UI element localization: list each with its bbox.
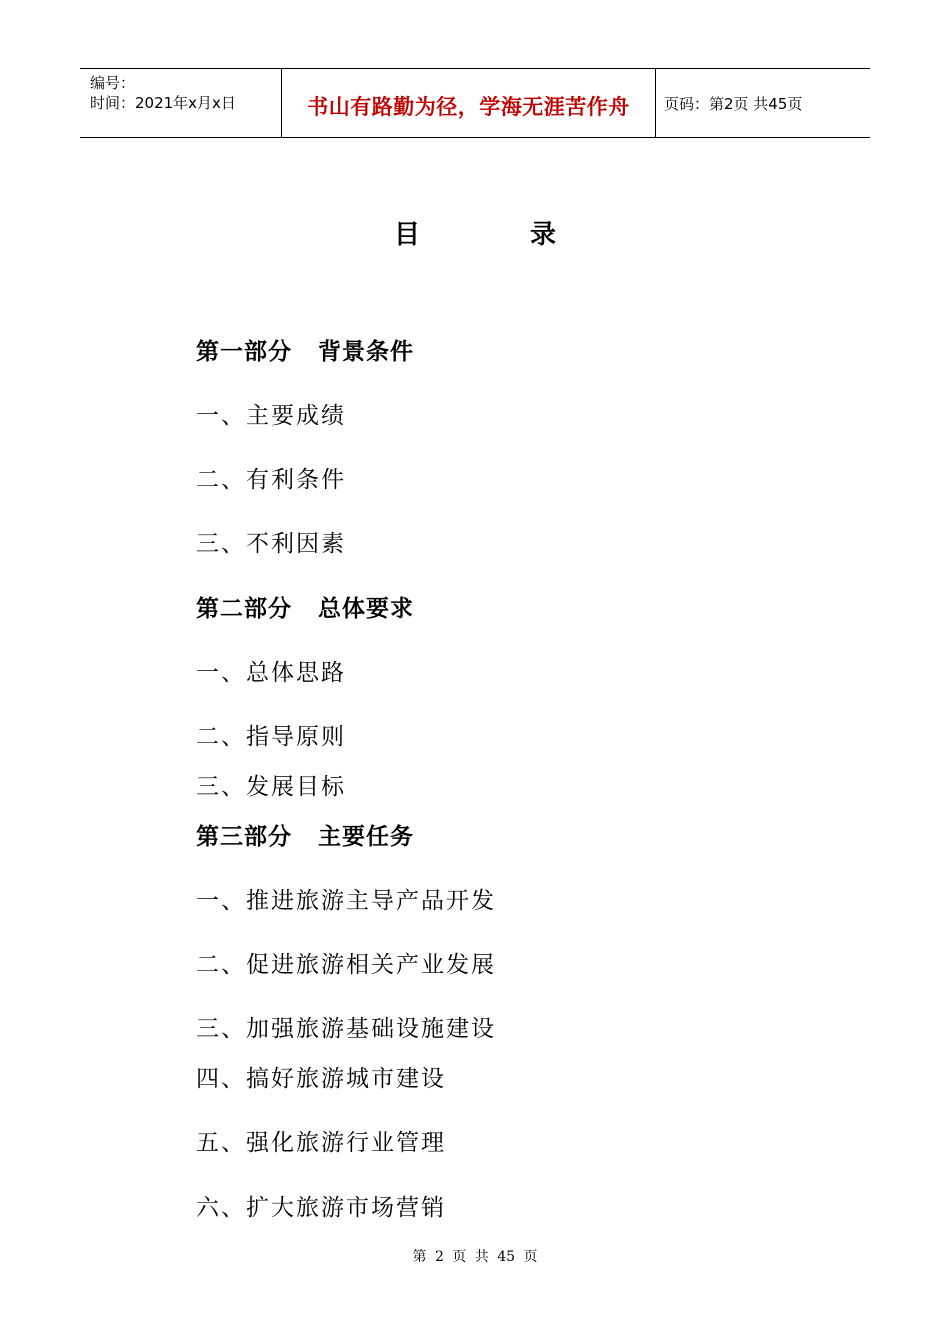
toc-item: 五、强化旅游行业管理 xyxy=(196,1130,446,1156)
toc-part-number: 第二部分 xyxy=(196,596,292,622)
time-label: 时间：2021年x月x日 xyxy=(90,94,236,112)
toc-title-char: 目 xyxy=(393,220,420,250)
toc-part-title: 总体要求 xyxy=(318,596,414,622)
toc-part-number: 第一部分 xyxy=(196,339,292,365)
toc-part-title: 背景条件 xyxy=(318,339,414,365)
toc-item: 二、有利条件 xyxy=(196,467,346,493)
toc-item: 一、推进旅游主导产品开发 xyxy=(196,888,496,914)
toc-item: 一、主要成绩 xyxy=(196,403,346,429)
toc-item: 一、总体思路 xyxy=(196,660,346,686)
header-motto: 书山有路勤为径，学海无涯苦作舟 xyxy=(307,95,630,119)
number-label: 编号： xyxy=(90,74,136,92)
toc-part-heading xyxy=(196,333,414,366)
header-left-cell xyxy=(90,73,236,113)
toc-item: 二、指导原则 xyxy=(196,724,346,750)
toc-item: 三、加强旅游基础设施建设 xyxy=(196,1016,496,1042)
toc-part-title: 主要任务 xyxy=(318,824,414,850)
toc-item: 二、促进旅游相关产业发展 xyxy=(196,952,496,978)
toc-part-heading xyxy=(196,590,414,623)
header-divider xyxy=(655,69,656,137)
toc-part-number: 第三部分 xyxy=(196,824,292,850)
toc-item: 三、发展目标 xyxy=(196,774,346,800)
toc-title xyxy=(0,214,950,251)
header-table xyxy=(80,68,870,138)
header-page-code: 页码：第2页 共45页 xyxy=(664,95,803,113)
toc-item: 六、扩大旅游市场营销 xyxy=(196,1195,446,1221)
toc-item: 四、搞好旅游城市建设 xyxy=(196,1066,446,1092)
toc-title-char: 录 xyxy=(530,220,557,250)
toc-item: 三、不利因素 xyxy=(196,531,346,557)
toc-part-heading xyxy=(196,818,414,851)
page-footer: 第 2 页 共 45 页 xyxy=(412,1249,538,1265)
